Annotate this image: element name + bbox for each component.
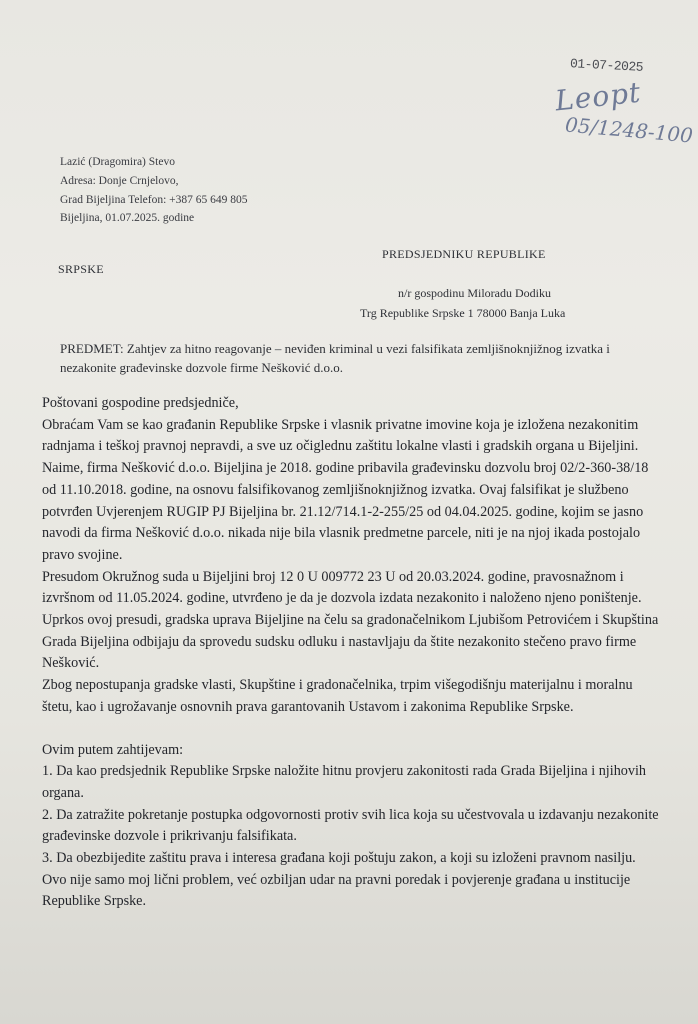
request-item: 1. Da kao predsjednik Republike Srpske naložite hitnu provjeru zakonitosti rada Grada Bijeljina i njihovih organa. bbox=[42, 763, 647, 801]
sender-address: Adresa: Donje Crnjelovo, bbox=[60, 175, 179, 187]
recipient-address: Trg Republike Srpske 1 78000 Banja Luka bbox=[360, 306, 566, 320]
request-item: 2. Da zatražite pokretanje postupka odgovornosti protiv svih lica koja su učestvovala u izdavanju nezakonite građevinske dozvole i prikrivanju falsifikata. bbox=[42, 806, 659, 845]
body-paragraph-1: Obraćam Vam se kao građanin Republike Srpske i vlasnik privatne imovine koja je izložena nezakonitim radnjama i teškoj pravnoj nepravdi, a sve uz očiglednu zaštitu lokalne vlasti i gradskih organa u Bijeljini. bbox=[42, 416, 639, 455]
request-item: 3. Da obezbijedite zaštitu prava i interesa građana koji poštuju zakon, a koji su izloženi pravnom nasilju. bbox=[42, 850, 636, 867]
salutation: Poštovani gospodine predsjedniče, bbox=[42, 395, 239, 411]
received-date-stamp: 01-07-2025 bbox=[569, 56, 644, 75]
closing-paragraph: Ovo nije samo moj lični problem, već ozbiljan udar na pravni poredak i povjerenje građana u institucije Republike Srpske. bbox=[42, 871, 631, 910]
body-paragraph-3: Presudom Okružnog suda u Bijeljini broj 12 0 U 009772 23 U od 20.03.2024. godine, pravosnažnom i izvršnom od 11.05.2024. godine, utvrđeno je da je dozvola izdata nezakonito i naloženo njeno poništenje. Uprkos ovoj presudi, gradska uprava Bijeljine na čelu sa gradonačelnikom Ljubišom Petrovićem i Skupština Grada Bijeljina odbijaju da sprovedu sudsku odluku i nastavljaju da štite nezakonito stečeno pravo firme Nešković. bbox=[42, 568, 659, 672]
body-paragraph-2: Naime, firma Nešković d.o.o. Bijeljina je 2018. godine pribavila građevinsku dozvolu broj 02/2-360-38/18 od 11.10.2018. godine, na osnovu falsifikovanog zemljišnoknjižnog izvatka. Ovaj falsifikat je službeno potvrđen Uvjerenjem RUGIP PJ Bijeljina br. 21.12/714.1-2-255/25 od 04.04.2025. godine, kojim se jasno navodi da firma Nešković d.o.o. nikada nije bila vlasnik predmetne parcele, niti je na njoj ikada postojalo pravo svojine. bbox=[42, 460, 649, 563]
sender-place-date: Bijeljina, 01.07.2025. godine bbox=[60, 212, 195, 224]
handwritten-reference-number: 05/1248-100 bbox=[564, 112, 694, 148]
handwritten-signature: Leopt bbox=[553, 75, 643, 118]
recipient-title-line2: SRPSKE bbox=[58, 262, 104, 276]
recipient-attention: n/r gospodinu Miloradu Dodiku bbox=[398, 286, 551, 300]
body-paragraph-4: Zbog nepostupanja gradske vlasti, Skupštine i gradonačelnika, trpim višegodišnju materijalnu i moralnu štetu, kao i ugrožavanje osnovnih prava garantovanih Ustavom i zakonima Republike Srpske. bbox=[42, 677, 633, 715]
recipient-title-line1: PREDSJEDNIKU REPUBLIKE bbox=[382, 247, 546, 261]
sender-city-phone: Grad Bijeljina Telefon: +387 65 649 805 bbox=[60, 194, 248, 206]
letter-body bbox=[42, 393, 662, 913]
sender-name: Lazić (Dragomira) Stevo bbox=[60, 156, 175, 168]
subject-line: PREDMET: Zahtjev za hitno reagovanje – neviđen kriminal u vezi falsifikata zemljišnoknjižnog izvatka i nezakonite građevinske dozvole firme Nešković d.o.o. bbox=[60, 341, 610, 375]
request-intro: Ovim putem zahtijevam: bbox=[42, 741, 184, 758]
